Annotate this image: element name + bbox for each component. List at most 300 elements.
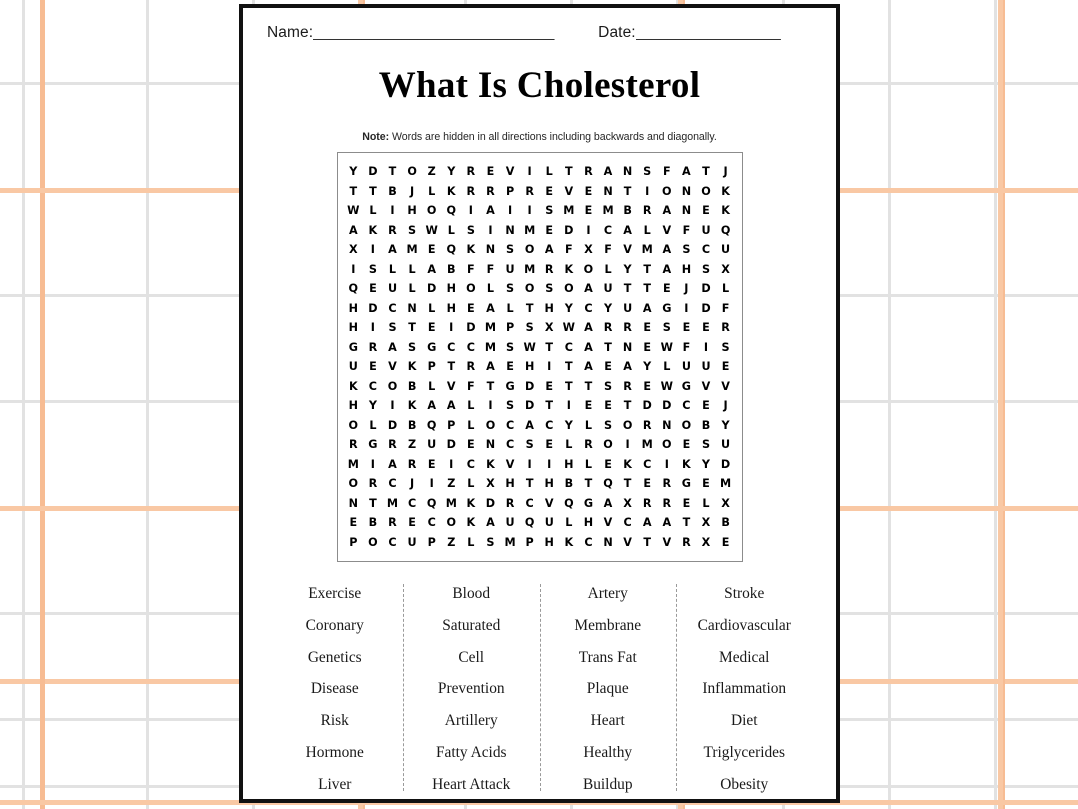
grid-cell[interactable]: F [662,165,671,179]
grid-cell[interactable]: J [723,399,728,413]
grid-cell[interactable]: R [603,321,613,335]
grid-cell[interactable]: G [681,379,691,393]
grid-cell[interactable]: U [544,516,554,530]
grid-cell[interactable]: T [349,184,358,198]
word-list-item[interactable]: Blood [452,585,491,602]
grid-cell[interactable]: N [485,243,496,257]
grid-cell[interactable]: V [544,496,554,510]
grid-cell[interactable]: S [486,535,495,549]
grid-cell[interactable]: A [388,457,397,471]
grid-cell[interactable]: N [505,223,515,237]
word-list-item[interactable]: Healthy [583,743,633,761]
grid-cell[interactable]: A [584,282,593,296]
word-list-item[interactable]: Plaque [586,680,629,698]
grid-cell[interactable]: K [466,516,476,530]
grid-cell[interactable]: N [662,418,672,432]
grid-cell[interactable]: A [348,223,358,237]
grid-cell[interactable]: K [466,243,476,257]
grid-cell[interactable]: A [544,243,554,257]
grid-cell[interactable]: I [390,399,395,413]
grid-cell[interactable]: L [565,438,573,452]
grid-cell[interactable]: I [429,477,434,491]
grid-cell[interactable]: C [388,477,397,491]
grid-cell[interactable]: E [604,360,612,374]
grid-cell[interactable]: S [701,262,711,276]
grid-cell[interactable]: O [583,262,594,276]
grid-cell[interactable]: Y [623,262,632,276]
word-list-item[interactable]: Coronary [305,616,364,634]
grid-cell[interactable]: J [409,477,415,491]
grid-cell[interactable]: K [564,535,574,549]
grid-cell[interactable]: I [390,204,395,218]
grid-cell[interactable]: C [427,516,436,530]
grid-cell[interactable]: H [348,399,358,413]
grid-cell[interactable]: E [702,321,710,335]
grid-cell[interactable]: U [505,516,515,530]
grid-cell[interactable]: G [681,477,691,491]
grid-cell[interactable]: T [486,379,495,393]
grid-cell[interactable]: V [623,535,632,549]
grid-cell[interactable]: K [348,379,358,393]
grid-cell[interactable]: S [545,282,554,296]
grid-cell[interactable]: L [486,282,495,296]
grid-cell[interactable]: P [505,321,515,335]
grid-cell[interactable]: L [467,399,475,413]
grid-cell[interactable]: I [703,340,709,354]
grid-cell[interactable]: S [408,340,417,354]
grid-cell[interactable]: N [485,438,496,452]
grid-cell[interactable]: S [525,321,534,335]
grid-cell[interactable]: I [488,223,493,237]
grid-cell[interactable]: D [368,301,378,315]
grid-cell[interactable]: S [603,379,613,393]
grid-cell[interactable]: G [505,379,515,393]
grid-cell[interactable]: Q [720,223,731,237]
grid-cell[interactable]: C [603,223,613,237]
grid-cell[interactable]: A [682,165,691,179]
grid-cell[interactable]: E [427,321,436,335]
grid-cell[interactable]: I [488,399,493,413]
grid-cell[interactable]: N [622,165,633,179]
grid-cell[interactable]: C [643,457,652,471]
grid-cell[interactable]: N [622,340,633,354]
grid-cell[interactable]: S [682,243,691,257]
grid-cell[interactable]: M [484,321,497,335]
grid-cell[interactable]: U [721,243,731,257]
word-list-item[interactable]: Liver [318,775,352,793]
word-list-item[interactable]: Diet [731,712,758,730]
grid-cell[interactable]: W [425,223,438,237]
grid-cell[interactable]: U [701,360,711,374]
grid-cell[interactable]: T [565,165,573,179]
grid-cell[interactable]: T [682,516,691,530]
grid-cell[interactable]: V [701,379,711,393]
grid-cell[interactable]: C [623,516,632,530]
grid-cell[interactable]: A [603,165,613,179]
grid-cell[interactable]: T [623,184,632,198]
grid-cell[interactable]: V [662,535,672,549]
grid-cell[interactable]: I [351,262,356,276]
grid-cell[interactable]: H [524,360,535,374]
word-list-item[interactable]: Exercise [308,585,362,602]
grid-cell[interactable]: C [388,535,397,549]
grid-cell[interactable]: K [682,457,691,471]
grid-cell[interactable]: H [544,535,554,549]
grid-cell[interactable]: R [466,165,476,179]
grid-cell[interactable]: F [565,243,573,257]
grid-cell[interactable]: Y [349,165,358,179]
grid-cell[interactable]: M [386,496,399,510]
grid-cell[interactable]: F [467,262,475,276]
grid-cell[interactable]: S [506,243,515,257]
grid-cell[interactable]: O [662,438,672,452]
grid-cell[interactable]: C [682,399,691,413]
grid-cell[interactable]: T [623,399,632,413]
grid-cell[interactable]: N [603,184,613,198]
grid-cell[interactable]: L [722,282,730,296]
grid-cell[interactable]: E [369,282,377,296]
grid-cell[interactable]: D [524,379,535,393]
grid-cell[interactable]: U [407,535,417,549]
word-list-item[interactable]: Triglycerides [703,743,785,761]
grid-cell[interactable]: H [348,301,358,315]
grid-cell[interactable]: T [623,477,632,491]
grid-cell[interactable]: D [642,399,652,413]
grid-cell[interactable]: C [407,496,417,510]
grid-cell[interactable]: V [388,360,397,374]
grid-cell[interactable]: E [427,243,436,257]
grid-cell[interactable]: R [525,184,534,198]
grid-cell[interactable]: M [504,535,516,549]
grid-cell[interactable]: C [447,340,456,354]
grid-cell[interactable]: R [642,496,652,510]
grid-cell[interactable]: M [524,262,536,276]
grid-cell[interactable]: D [720,457,731,471]
grid-cell[interactable]: Q [426,418,437,432]
grid-cell[interactable]: L [584,418,592,432]
grid-cell[interactable]: A [525,418,534,432]
grid-cell[interactable]: B [721,516,730,530]
grid-cell[interactable]: A [486,204,495,218]
grid-cell[interactable]: E [643,477,652,491]
grid-cell[interactable]: X [486,477,495,491]
date-input-rule[interactable]: __________________ [635,24,781,41]
grid-cell[interactable]: K [623,457,632,471]
grid-cell[interactable]: E [584,399,593,413]
grid-cell[interactable]: W [523,340,536,354]
word-list-item[interactable]: Cardiovascular [697,616,791,634]
grid-cell[interactable]: C [584,301,593,315]
grid-cell[interactable]: P [505,184,515,198]
grid-cell[interactable]: K [446,184,456,198]
grid-cell[interactable]: G [368,438,378,452]
grid-cell[interactable]: T [604,340,612,354]
grid-cell[interactable]: K [564,262,574,276]
grid-cell[interactable]: O [368,535,378,549]
grid-cell[interactable]: R [544,262,554,276]
grid-cell[interactable]: O [681,418,692,432]
grid-cell[interactable]: C [388,301,397,315]
grid-cell[interactable]: M [563,204,575,218]
grid-cell[interactable]: T [584,477,593,491]
grid-cell[interactable]: S [506,282,515,296]
grid-cell[interactable]: U [721,438,731,452]
grid-cell[interactable]: S [721,340,730,354]
grid-cell[interactable]: U [701,223,711,237]
word-list-item[interactable]: Inflammation [702,680,787,698]
grid-cell[interactable]: E [682,438,691,452]
grid-cell[interactable]: A [584,360,593,374]
grid-cell[interactable]: O [564,282,574,296]
grid-cell[interactable]: P [427,360,436,374]
grid-cell[interactable]: E [643,340,652,354]
grid-cell[interactable]: B [701,418,711,432]
grid-cell[interactable]: O [622,418,633,432]
grid-cell[interactable]: E [349,516,358,530]
grid-cell[interactable]: I [527,165,532,179]
grid-cell[interactable]: E [545,223,554,237]
grid-cell[interactable]: R [466,184,476,198]
grid-cell[interactable]: Y [603,301,613,315]
grid-cell[interactable]: T [545,340,554,354]
word-list-item[interactable]: Prevention [437,680,505,698]
grid-cell[interactable]: O [387,379,398,393]
grid-cell[interactable]: D [701,301,711,315]
grid-cell[interactable]: A [486,301,495,315]
grid-cell[interactable]: B [623,204,632,218]
grid-cell[interactable]: L [565,516,573,530]
grid-cell[interactable]: B [368,516,378,530]
grid-cell[interactable]: F [682,340,691,354]
grid-cell[interactable]: V [446,379,456,393]
grid-cell[interactable]: M [720,477,732,491]
grid-cell[interactable]: A [603,496,613,510]
grid-cell[interactable]: E [682,321,691,335]
grid-cell[interactable]: X [584,243,593,257]
grid-cell[interactable]: Q [524,516,535,530]
word-list-item[interactable]: Artery [587,585,628,602]
grid-cell[interactable]: T [369,184,377,198]
word-list-item[interactable]: Genetics [307,648,362,666]
grid-cell[interactable]: R [388,438,397,452]
grid-cell[interactable]: K [368,223,378,237]
grid-cell[interactable]: S [662,321,671,335]
grid-cell[interactable]: T [525,477,534,491]
grid-cell[interactable]: N [681,204,692,218]
grid-cell[interactable]: E [427,457,436,471]
grid-cell[interactable]: P [447,418,456,432]
grid-cell[interactable]: L [408,262,416,276]
word-list-item[interactable]: Saturated [442,616,501,634]
grid-cell[interactable]: M [406,243,418,257]
grid-cell[interactable]: O [603,438,613,452]
grid-cell[interactable]: R [505,496,515,510]
grid-cell[interactable]: K [486,457,495,471]
grid-cell[interactable]: M [445,496,457,510]
grid-cell[interactable]: D [368,165,378,179]
grid-cell[interactable]: Q [564,496,574,510]
grid-cell[interactable]: E [643,379,652,393]
grid-cell[interactable]: D [427,282,437,296]
grid-cell[interactable]: D [524,399,535,413]
word-search-grid[interactable] [337,152,743,562]
grid-cell[interactable]: K [466,496,476,510]
grid-cell[interactable]: A [642,516,652,530]
grid-cell[interactable]: S [466,223,475,237]
grid-cell[interactable]: B [388,184,397,198]
grid-cell[interactable]: A [662,516,672,530]
grid-cell[interactable]: L [702,496,710,510]
grid-cell[interactable]: L [408,282,416,296]
grid-cell[interactable]: X [701,516,711,530]
grid-cell[interactable]: A [584,321,593,335]
grid-cell[interactable]: L [663,360,671,374]
grid-cell[interactable]: M [641,243,653,257]
grid-cell[interactable]: I [586,223,591,237]
grid-cell[interactable]: X [544,321,554,335]
grid-cell[interactable]: W [660,340,673,354]
grid-cell[interactable]: A [388,243,397,257]
grid-cell[interactable]: Y [701,457,711,471]
grid-cell[interactable]: M [602,204,614,218]
grid-cell[interactable]: R [682,535,691,549]
grid-cell[interactable]: E [643,321,652,335]
grid-cell[interactable]: V [623,243,632,257]
grid-cell[interactable]: S [368,262,377,276]
grid-cell[interactable]: E [662,282,671,296]
grid-cell[interactable]: F [467,379,475,393]
grid-cell[interactable]: P [349,535,358,549]
grid-cell[interactable]: M [524,223,536,237]
grid-cell[interactable]: D [662,399,672,413]
grid-cell[interactable]: K [407,399,417,413]
name-field[interactable] [267,24,563,42]
grid-cell[interactable]: H [583,516,594,530]
word-list-item[interactable]: Risk [320,712,349,730]
grid-cell[interactable]: C [505,438,515,452]
grid-cell[interactable]: T [643,262,652,276]
grid-cell[interactable]: K [721,184,730,198]
grid-cell[interactable]: A [446,399,456,413]
grid-cell[interactable]: L [506,301,514,315]
grid-cell[interactable]: E [721,360,730,374]
grid-cell[interactable]: J [684,282,689,296]
grid-cell[interactable]: R [388,516,397,530]
grid-cell[interactable]: P [525,535,534,549]
grid-cell[interactable]: E [506,360,514,374]
grid-cell[interactable]: O [701,184,711,198]
grid-cell[interactable]: D [387,418,398,432]
grid-cell[interactable]: M [484,340,497,354]
grid-cell[interactable]: U [623,301,633,315]
grid-cell[interactable]: E [545,438,554,452]
grid-cell[interactable]: O [426,204,437,218]
grid-cell[interactable]: X [721,262,730,276]
grid-cell[interactable]: C [584,535,593,549]
grid-cell[interactable]: R [642,204,652,218]
grid-cell[interactable]: M [641,438,653,452]
grid-cell[interactable]: E [702,477,710,491]
grid-cell[interactable]: A [623,360,632,374]
grid-cell[interactable]: T [565,360,573,374]
grid-cell[interactable]: I [566,399,571,413]
grid-cell[interactable]: Y [447,165,456,179]
grid-cell[interactable]: I [449,321,454,335]
grid-cell[interactable]: T [643,282,652,296]
grid-cell[interactable]: F [682,223,691,237]
grid-cell[interactable]: C [701,243,711,257]
grid-cell[interactable]: Q [603,477,613,491]
grid-cell[interactable]: V [505,165,515,179]
grid-cell[interactable]: X [701,535,711,549]
grid-cell[interactable]: E [467,438,475,452]
grid-cell[interactable]: E [369,360,377,374]
grid-cell[interactable]: T [643,535,652,549]
grid-cell[interactable]: L [428,184,436,198]
grid-cell[interactable]: H [407,204,417,218]
grid-cell[interactable]: P [427,535,436,549]
grid-cell[interactable]: Q [446,204,457,218]
grid-cell[interactable]: H [446,301,456,315]
grid-cell[interactable]: I [449,457,454,471]
word-list-item[interactable]: Buildup [582,775,633,793]
grid-cell[interactable]: R [623,379,632,393]
grid-cell[interactable]: B [564,477,574,491]
grid-cell[interactable]: Y [643,360,652,374]
grid-cell[interactable]: H [348,321,358,335]
grid-cell[interactable]: V [505,457,515,471]
grid-cell[interactable]: U [681,360,691,374]
grid-cell[interactable]: T [584,379,593,393]
word-list-item[interactable]: Artillery [444,712,498,730]
grid-cell[interactable]: X [623,496,632,510]
grid-cell[interactable]: Q [426,496,437,510]
grid-cell[interactable]: L [428,301,436,315]
grid-cell[interactable]: E [604,399,612,413]
grid-cell[interactable]: U [505,262,515,276]
grid-cell[interactable]: O [466,282,476,296]
grid-cell[interactable]: H [505,477,515,491]
grid-cell[interactable]: H [564,457,574,471]
grid-cell[interactable]: H [544,301,554,315]
grid-cell[interactable]: Z [427,165,436,179]
grid-cell[interactable]: I [370,243,375,257]
grid-cell[interactable]: A [623,223,632,237]
grid-cell[interactable]: T [702,165,710,179]
grid-cell[interactable]: R [721,321,730,335]
word-list-item[interactable]: Cell [458,648,485,666]
grid-cell[interactable]: E [721,535,730,549]
grid-cell[interactable]: G [348,340,358,354]
grid-cell[interactable]: L [545,165,553,179]
grid-cell[interactable]: Z [447,477,456,491]
grid-cell[interactable]: J [409,184,415,198]
grid-cell[interactable]: G [662,301,672,315]
grid-cell[interactable]: E [545,379,554,393]
word-list-item[interactable]: Medical [719,648,770,666]
date-field[interactable] [598,24,796,42]
word-list-item[interactable]: Fatty Acids [435,743,507,761]
grid-cell[interactable]: I [468,204,473,218]
grid-cell[interactable]: O [446,516,457,530]
grid-cell[interactable]: Y [564,301,573,315]
grid-cell[interactable]: E [408,516,416,530]
word-list-item[interactable]: Heart [590,712,625,730]
grid-cell[interactable]: O [524,282,535,296]
grid-cell[interactable]: F [721,301,730,315]
grid-cell[interactable]: A [662,262,672,276]
grid-cell[interactable]: A [427,262,436,276]
